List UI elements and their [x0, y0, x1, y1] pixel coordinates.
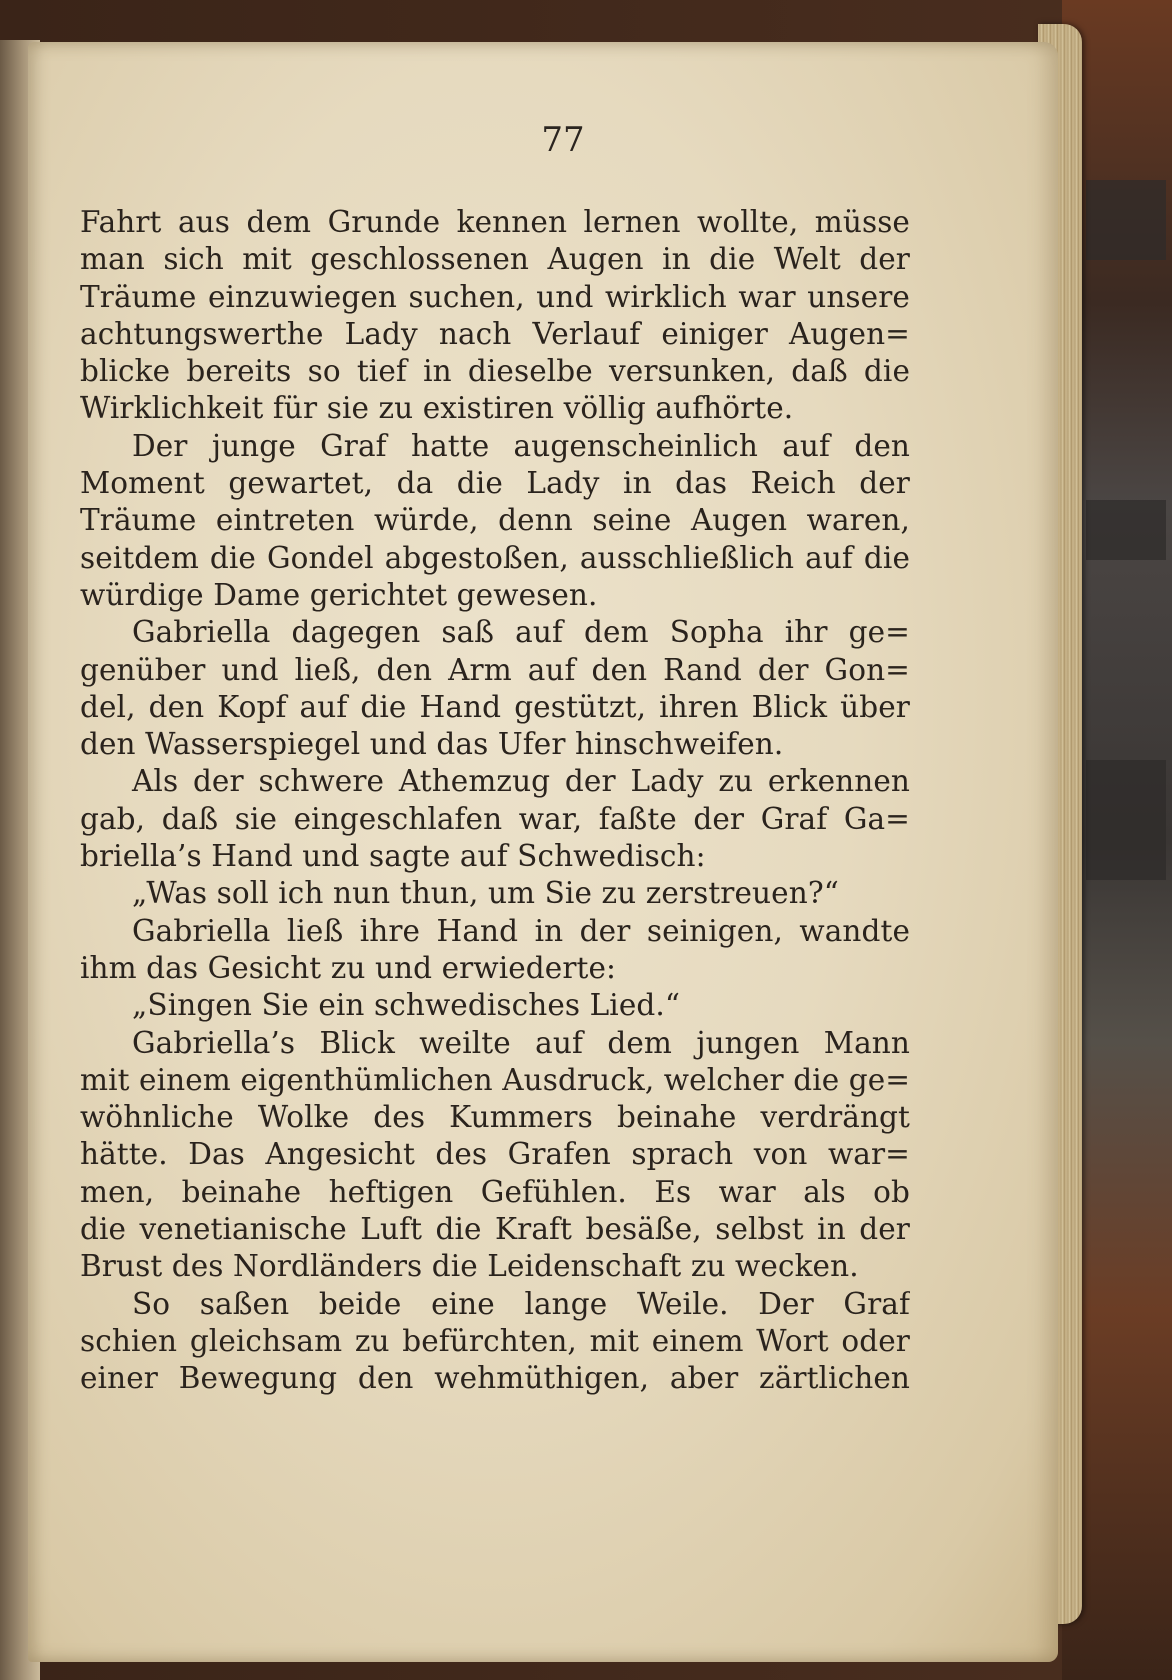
- text-line: Gabriella ließ ihre Hand in der seinigen, wandte: [132, 913, 910, 948]
- text-line: Brust des Nordländers die Leidenschaft zu wecken.: [80, 1249, 859, 1284]
- text-line: briella’s Hand und sagte auf Schwedisch:: [80, 839, 706, 874]
- text-line: genüber und ließ, den Arm auf den Rand der Gon=: [80, 652, 910, 687]
- cover-band: [1086, 500, 1166, 560]
- text-line: hätte. Das Angesicht des Grafen sprach von war=: [80, 1137, 910, 1172]
- text-line: Wirklichkeit für sie zu existiren völlig aufhörte.: [80, 391, 794, 426]
- text-line: del, den Kopf auf die Hand gestützt, ihren Blick über: [80, 689, 910, 724]
- body-text: [80, 204, 910, 1398]
- text-line: Gabriella’s Blick weilte auf dem jungen Mann: [132, 1025, 910, 1060]
- text-line: achtungswerthe Lady nach Verlauf einiger Augen=: [80, 316, 910, 351]
- text-line: Als der schwere Athemzug der Lady zu erkennen: [132, 764, 910, 799]
- text-line: So saßen beide eine lange Weile. Der Graf: [132, 1286, 910, 1321]
- text-line: man sich mit geschlossenen Augen in die Welt der: [80, 242, 910, 277]
- text-line: blicke bereits so tief in dieselbe versunken, daß die: [80, 354, 910, 389]
- text-line: Moment gewartet, da die Lady in das Reich der: [80, 466, 910, 501]
- text-line: „Singen Sie ein schwedisches Lied.“: [132, 988, 681, 1023]
- text-line: wöhnliche Wolke des Kummers beinahe verdrängt: [80, 1100, 910, 1135]
- text-line: Gabriella dagegen saß auf dem Sopha ihr ge=: [132, 615, 910, 650]
- text-line: den Wasserspiegel und das Ufer hinschweifen.: [80, 727, 784, 762]
- text-line: die venetianische Luft die Kraft besäße, selbst in der: [80, 1212, 910, 1247]
- text-line: „Was soll ich nun thun, um Sie zu zerstreuen?“: [132, 876, 839, 911]
- text-line: Träume eintreten würde, denn seine Augen waren,: [80, 503, 910, 538]
- text-line: Fahrt aus dem Grunde kennen lernen wollte, müsse: [80, 205, 910, 239]
- text-line: Der junge Graf hatte augenscheinlich auf den: [132, 428, 910, 463]
- text-line: einer Bewegung den wehmüthigen, aber zärtlichen: [80, 1361, 910, 1396]
- text-line: ihm das Gesicht zu und erwiederte:: [80, 950, 617, 985]
- cover-band: [1086, 760, 1166, 880]
- cover-band: [1086, 180, 1166, 260]
- text-line: Träume einzuwiegen suchen, und wirklich war unsere: [80, 279, 910, 314]
- text-line: seitdem die Gondel abgestoßen, ausschließlich auf die: [80, 540, 910, 575]
- text-line: men, beinahe heftigen Gefühlen. Es war als ob: [80, 1174, 910, 1209]
- text-line: würdige Dame gerichtet gewesen.: [80, 577, 598, 612]
- book-page: [28, 42, 1058, 1662]
- text-line: mit einem eigenthümlichen Ausdruck, welcher die ge=: [80, 1062, 910, 1097]
- page-number: 77: [541, 120, 585, 160]
- text-line: schien gleichsam zu befürchten, mit einem Wort oder: [80, 1323, 910, 1358]
- text-line: gab, daß sie eingeschlafen war, faßte der Graf Ga=: [80, 801, 910, 836]
